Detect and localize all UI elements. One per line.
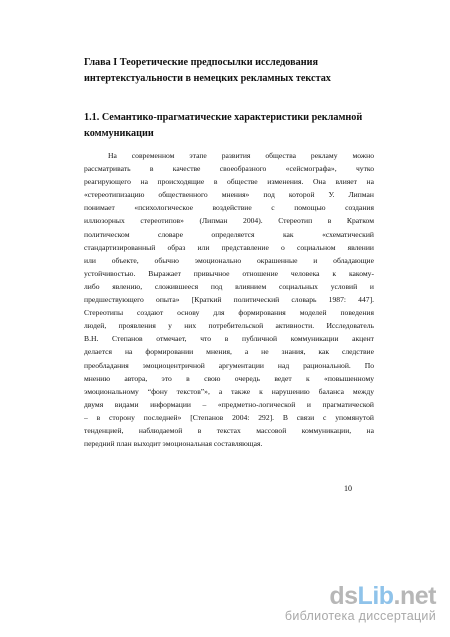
- body-line: делается на формировании мнения, а не знания, как следствие: [84, 347, 374, 357]
- body-line: мнению автора, это в свою очередь ведет к «повышенному: [84, 373, 374, 383]
- body-line: преобладания эмоциоцентричной аргументации над рациональной. По: [84, 360, 374, 370]
- body-line: тенденцией, наблюдаемой в текстах массовой коммуникации, на: [84, 425, 374, 435]
- watermark-logo-ds: ds: [329, 582, 358, 610]
- body-line: – в сторону последней» [Степанов 2004: 292]. В связи с упомянутой: [84, 412, 374, 422]
- body-line: двумя видами информации – «предметно-логической и прагматической: [84, 399, 374, 409]
- section-title-line: 1.1. Семантико-прагматические характеристики рекламной: [84, 112, 363, 123]
- body-line: стандартизированный образ или представление о социальном явлении: [84, 242, 374, 252]
- watermark-logo-lib: Lib: [357, 582, 394, 610]
- body-line: реагирующего на происходящие в обществе изменения. Она влияет на: [84, 177, 374, 187]
- watermark-subtitle: библиотека диссертаций: [284, 609, 436, 623]
- section-title-line: коммуникации: [84, 128, 154, 139]
- body-line: устойчивостью. Выражает привычное отношение человека к какому-: [84, 268, 374, 278]
- body-line: понимает «психологическое воздействие с помощью создания: [84, 203, 374, 213]
- body-line: Стереотипы создают основу для формирования моделей поведения: [84, 308, 374, 318]
- chapter-title-line: Глава I Теоретические предпосылки исследования: [84, 57, 318, 68]
- body-line: или объекте, обычно эмоционально окрашенные и обладающие: [84, 255, 374, 265]
- body-line: На современном этапе развития общества рекламу можно: [108, 151, 374, 160]
- section-title: [84, 110, 384, 142]
- body-line: предшествующего опыта» [Краткий политический словарь 1987: 447].: [84, 295, 374, 305]
- body-line: передний план выходит эмоциональная составляющая.: [84, 439, 263, 449]
- body-line: политическом словаре определяется как «схематический: [84, 229, 374, 239]
- body-paragraph: [84, 149, 374, 450]
- body-line: людей, проявления у них потребительской активности. Исследователь: [84, 321, 374, 331]
- watermark-logo: [285, 583, 436, 609]
- body-line: рассматривать в качестве своеобразного «сейсмографа», чутко: [84, 164, 374, 174]
- chapter-title-line: интертекстуальности в немецких рекламных текстах: [84, 73, 331, 84]
- watermark-logo-net: .net: [393, 582, 436, 610]
- dslib-watermark: [285, 583, 436, 623]
- body-line: «стереотипизацию общественного мнения» под которой У. Липман: [84, 190, 374, 200]
- chapter-title: [84, 55, 384, 87]
- body-line: иллюзорных стереотипов» (Липман 2004). Стереотип в Кратком: [84, 216, 374, 226]
- body-line: В.Н. Степанов отмечает, что в публичной коммуникации акцент: [84, 334, 374, 344]
- body-line: эмоциональному “фону текстов”», а также к нарушению баланса между: [84, 386, 374, 396]
- body-line: либо явлению, сложившееся под влиянием социальных условий и: [84, 281, 374, 291]
- page-number: 10: [344, 484, 352, 493]
